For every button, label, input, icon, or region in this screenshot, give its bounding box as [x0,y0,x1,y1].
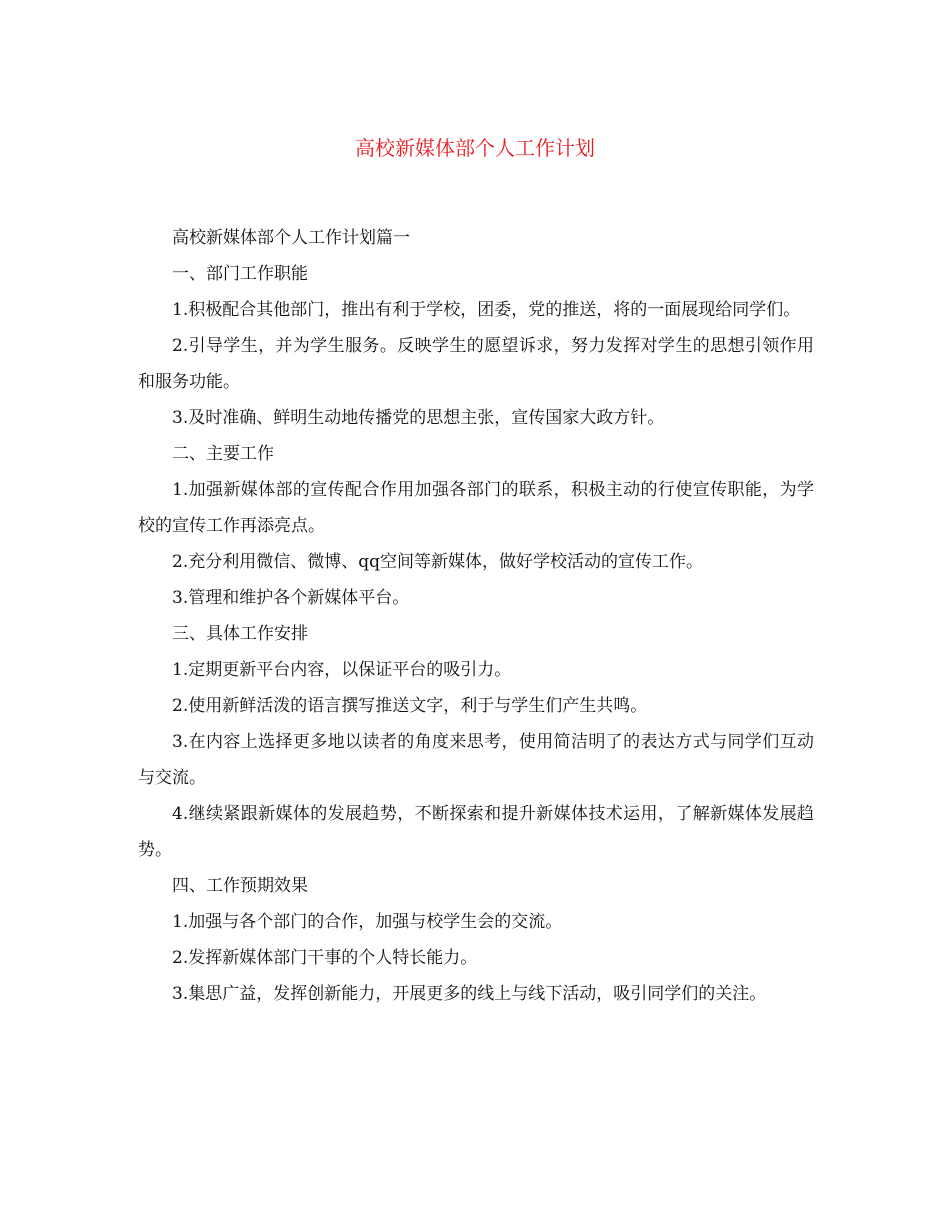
paragraph-item: 3.在内容上选择更多地以读者的角度来思考，使用简洁明了的表达方式与同学们互动与交流。 [138,732,814,788]
paragraph-item: 3.管理和维护各个新媒体平台。 [172,588,410,608]
paragraph-item: 3.及时准确、鲜明生动地传播党的思想主张，宣传国家大政方针。 [172,408,665,428]
paragraph-item: 2.发挥新媒体部门干事的个人特长能力。 [172,948,478,968]
document-body [138,220,814,1012]
paragraph-item: 2.充分利用微信、微博、qq空间等新媒体，做好学校活动的宣传工作。 [172,552,703,572]
paragraph-item: 1.加强与各个部门的合作，加强与校学生会的交流。 [172,912,563,932]
paragraph-item: 4.继续紧跟新媒体的发展趋势，不断探索和提升新媒体技术运用，了解新媒体发展趋势。 [138,804,814,860]
paragraph-item: 1.积极配合其他部门，推出有利于学校，团委，党的推送，将的一面展现给同学们。 [172,300,801,320]
paragraph-heading-4: 四、工作预期效果 [172,876,308,896]
document-title: 高校新媒体部个人工作计划 [355,136,595,160]
paragraph-item: 2.使用新鲜活泼的语言撰写推送文字，利于与学生们产生共鸣。 [172,696,648,716]
paragraph-heading-1: 一、部门工作职能 [172,264,308,284]
paragraph-item: 1.加强新媒体部的宣传配合作用加强各部门的联系，积极主动的行使宣传职能，为学校的宣传工作再添亮点。 [138,480,814,536]
paragraph-heading-2: 二、主要工作 [172,444,274,464]
paragraph-section-heading: 高校新媒体部个人工作计划篇一 [172,228,410,248]
paragraph-heading-3: 三、具体工作安排 [172,624,308,644]
paragraph-item: 2.引导学生，并为学生服务。反映学生的愿望诉求，努力发挥对学生的思想引领作用和服务功能。 [138,336,814,392]
paragraph-item: 3.集思广益，发挥创新能力，开展更多的线上与线下活动，吸引同学们的关注。 [172,984,767,1004]
paragraph-item: 1.定期更新平台内容，以保证平台的吸引力。 [172,660,512,680]
